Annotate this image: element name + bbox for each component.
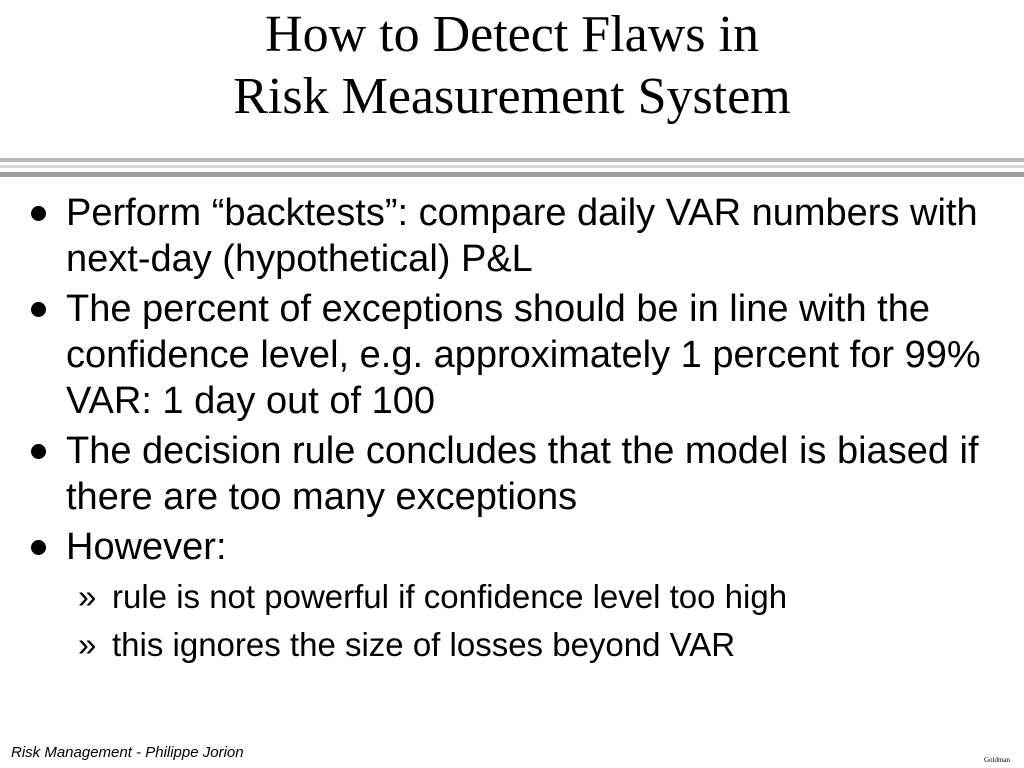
sub-bullet-marker: »	[78, 626, 97, 663]
sub-bullet-marker: »	[78, 578, 97, 615]
bullet-text: The percent of exceptions should be in line with the confidence level, e.g. approximately 1 percent for 99% VAR: 1 day out of 100	[66, 288, 981, 422]
sub-bullet-item	[0, 573, 994, 621]
bullet-item-backtests	[0, 190, 1024, 282]
bullet-item-however	[0, 524, 1024, 669]
bullet-text: Perform “backtests”: compare daily VAR numbers with next-day (hypothetical) P&L	[66, 192, 978, 280]
sub-bullet-list	[0, 573, 994, 669]
bullet-dot-icon	[31, 444, 46, 459]
bullet-item-exceptions	[0, 286, 1024, 424]
corner-label: Goldman	[983, 756, 1010, 764]
sub-bullet-item	[0, 621, 994, 669]
bullet-text: The decision rule concludes that the model is biased if there are too many exceptions	[66, 430, 979, 518]
bullet-list	[0, 190, 1024, 669]
title-line-1: How to Detect Flaws in	[265, 6, 759, 63]
bullet-text: However:	[66, 526, 227, 568]
slide-title	[0, 4, 1024, 128]
bullet-item-decision-rule	[0, 428, 1024, 520]
bullet-dot-icon	[31, 302, 46, 317]
bullet-dot-icon	[31, 206, 46, 221]
sub-bullet-text: rule is not powerful if confidence level too high	[112, 578, 788, 615]
sub-bullet-text: this ignores the size of losses beyond VAR	[112, 626, 736, 663]
bullet-dot-icon	[31, 540, 46, 555]
title-divider-line	[0, 158, 1024, 162]
slide-footer: Risk Management - Philippe Jorion	[11, 744, 244, 761]
title-divider-line	[0, 165, 1024, 168]
title-divider-line	[0, 172, 1024, 177]
title-line-2: Risk Measurement System	[233, 68, 791, 125]
